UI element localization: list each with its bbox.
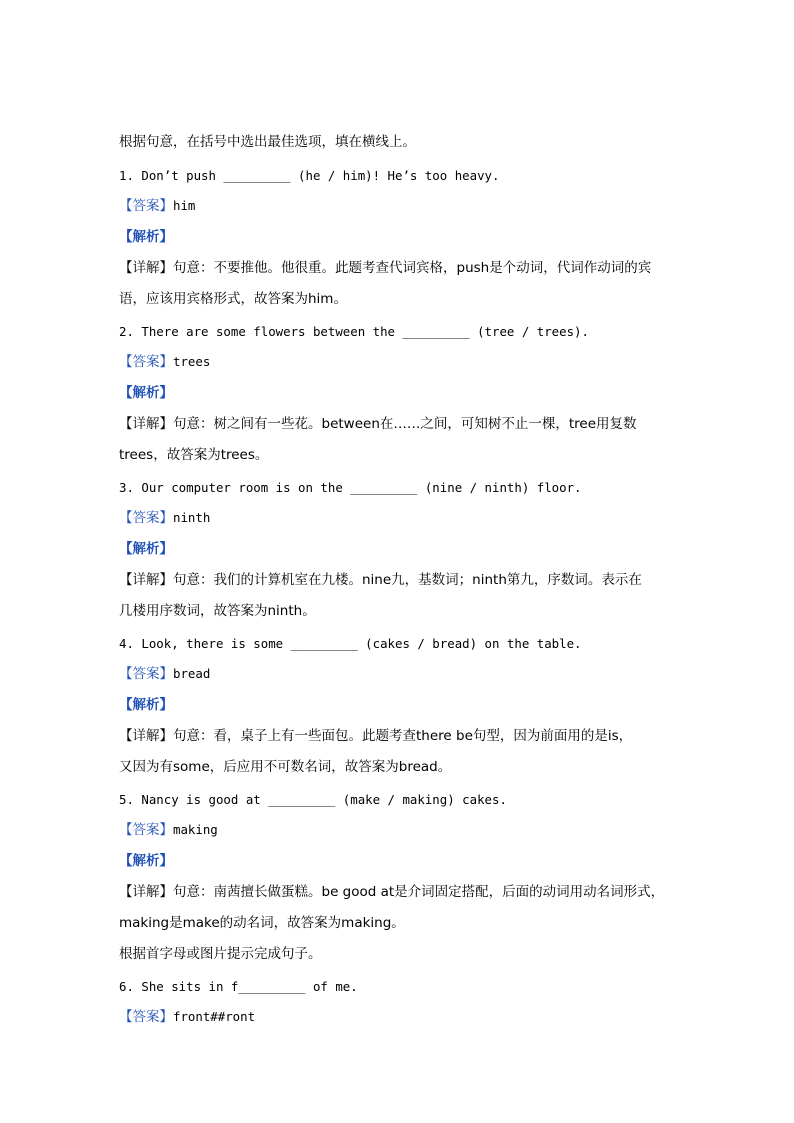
answer-tag: 【答案】 (119, 198, 173, 214)
answer-line-2 (119, 352, 210, 372)
answer-value: him (173, 198, 196, 213)
answer-value: front##ront (173, 1009, 256, 1024)
answer-tag: 【答案】 (119, 822, 173, 838)
detail-line-3b: 几楼用序数词，故答案为ninth。 (119, 603, 316, 619)
answer-line-3 (119, 508, 210, 528)
detail-text: 句意：不要推他。他很重。此题考查代词宾格，push是个动词，代词作动词的宾 (173, 260, 652, 276)
detail-tag: 【详解】 (119, 572, 173, 588)
answer-tag: 【答案】 (119, 354, 173, 370)
detail-line-4a (119, 726, 632, 746)
answer-line-5 (119, 820, 218, 840)
question-3: 3. Our computer room is on the _________ (nine / ninth) floor. (119, 480, 582, 495)
analysis-tag: 【解析】 (119, 385, 173, 401)
answer-value: ninth (173, 510, 211, 525)
question-5: 5. Nancy is good at _________ (make / making) cakes. (119, 792, 507, 807)
detail-line-1b: 语，应该用宾格形式，故答案为him。 (119, 291, 347, 307)
detail-text: 句意：我们的计算机室在九楼。nine九，基数词；ninth第九，序数词。表示在 (173, 572, 642, 588)
question-4: 4. Look, there is some _________ (cakes / bread) on the table. (119, 636, 582, 651)
detail-line-1a (119, 258, 651, 278)
detail-text: 句意：看，桌子上有一些面包。此题考查there be句型，因为前面用的是is， (173, 728, 633, 744)
detail-tag: 【详解】 (119, 416, 173, 432)
answer-value: trees (173, 354, 211, 369)
answer-value: bread (173, 666, 211, 681)
analysis-tag: 【解析】 (119, 853, 173, 869)
detail-line-5a (119, 882, 664, 902)
detail-line-3a (119, 570, 642, 590)
answer-value: making (173, 822, 218, 837)
detail-line-4b: 又因为有some，后应用不可数名词，故答案为bread。 (119, 759, 452, 775)
answer-tag: 【答案】 (119, 666, 173, 682)
detail-text: 句意：南茜擅长做蛋糕。be good at是介词固定搭配，后面的动词用动名词形式， (173, 884, 665, 900)
question-2: 2. There are some flowers between the _________ (tree / trees). (119, 324, 589, 339)
analysis-line-2 (119, 383, 173, 403)
answer-tag: 【答案】 (119, 1009, 173, 1025)
analysis-line-3 (119, 539, 173, 559)
detail-text: 句意：树之间有一些花。between在……之间，可知树不止一棵，tree用复数 (173, 416, 637, 432)
analysis-line-1 (119, 227, 173, 247)
detail-tag: 【详解】 (119, 884, 173, 900)
answer-line-1 (119, 196, 195, 216)
answer-tag: 【答案】 (119, 510, 173, 526)
question-1: 1. Don’t push _________ (he / him)! He’s too heavy. (119, 168, 500, 183)
section2-instruction: 根据首字母或图片提示完成句子。 (119, 946, 322, 962)
analysis-tag: 【解析】 (119, 541, 173, 557)
detail-line-2a (119, 414, 637, 434)
analysis-line-4 (119, 695, 173, 715)
detail-line-2b: trees，故答案为trees。 (119, 447, 269, 463)
analysis-line-5 (119, 851, 173, 871)
analysis-tag: 【解析】 (119, 697, 173, 713)
section-instruction: 根据句意，在括号中选出最佳选项，填在横线上。 (119, 134, 416, 150)
detail-tag: 【详解】 (119, 728, 173, 744)
detail-tag: 【详解】 (119, 260, 173, 276)
question-6: 6. She sits in f_________ of me. (119, 979, 358, 994)
analysis-tag: 【解析】 (119, 229, 173, 245)
answer-line-4 (119, 664, 210, 684)
detail-line-5b: making是make的动名词，故答案为making。 (119, 915, 405, 931)
answer-line-6 (119, 1007, 255, 1027)
